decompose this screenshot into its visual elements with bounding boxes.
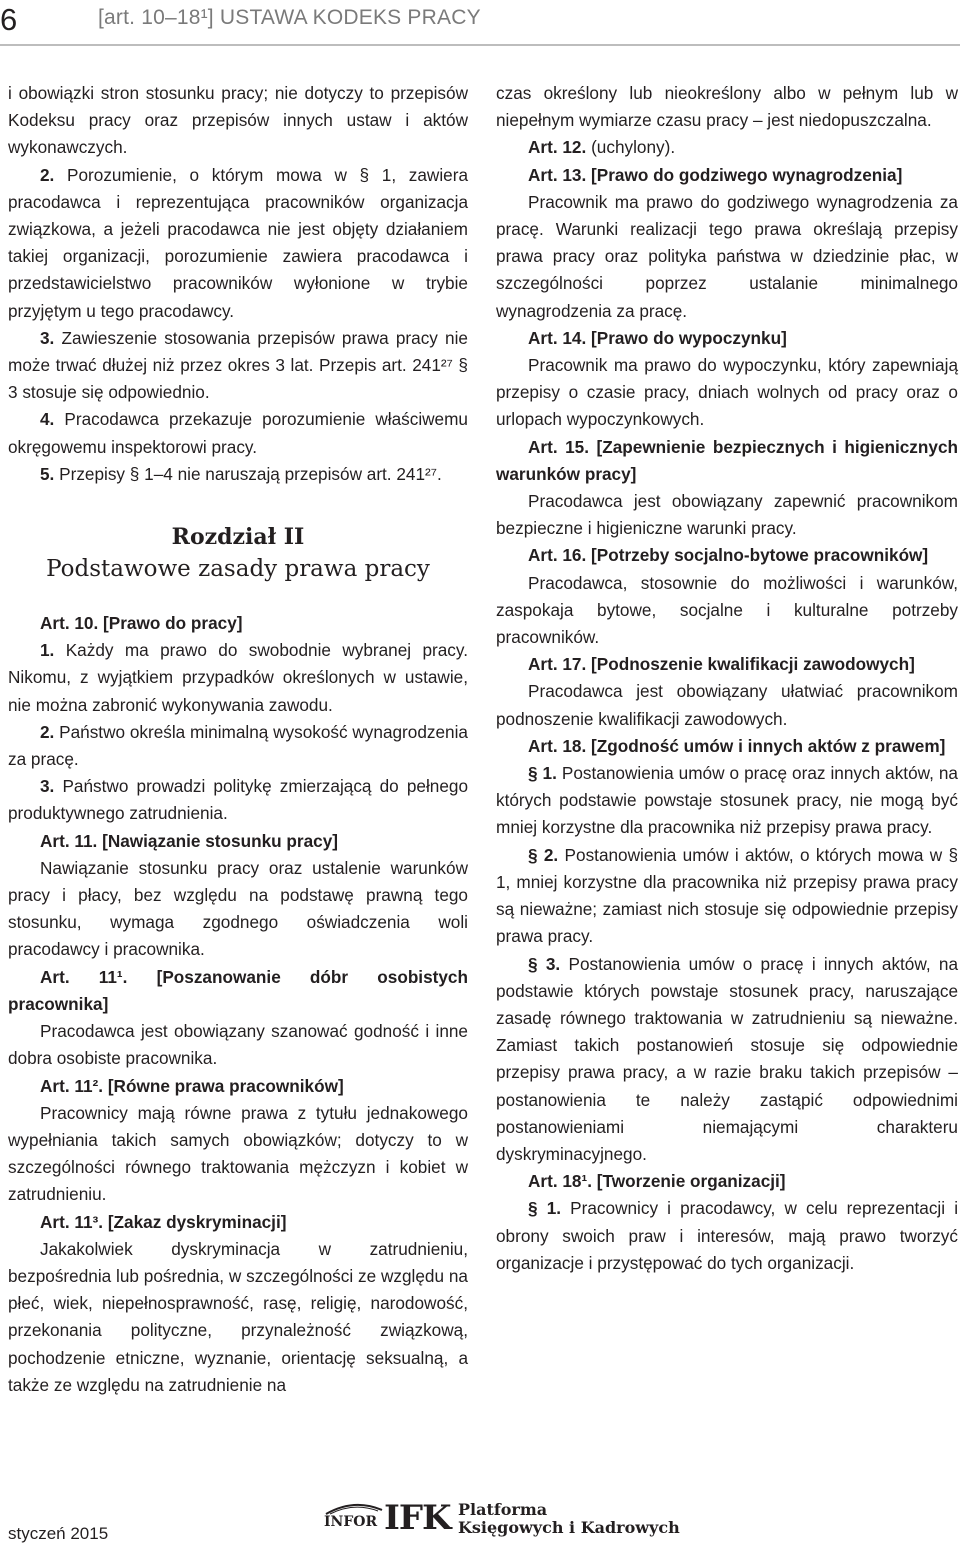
paragraph: Jakakolwiek dyskryminacja w zatrudnieniu, bezpośrednia lub pośrednia, w szczególności ze względu na płeć, wiek, niepełnosprawność, rasę, religię, narodowość, przekonania polityczne, przynależność związkową, pochodzenie etniczne, wyznanie, orientację seksualną, a także ze względu na zatrudnienie na (8, 1238, 468, 1395)
page-header (0, 0, 960, 44)
item-text: Postanowienia umów o pracę i innych aktów, na podstawie których powstaje stosunek pracy, naruszające zasadę równego traktowania w zatrudnieniu są nieważne. Zamiast takich postanowień stosuje się odpowiednie przepisy prawa pracy, a w razie braku takich przepisów – postanowienia te należy zastąpić odpowiednimi postanowieniami niemającymi charakteru dyskryminacyjnego. (496, 953, 959, 1164)
article-heading (496, 651, 958, 678)
item-text: Pracownicy i pracodawcy, w celu reprezentacji i obrony swoich praw i interesów, mają prawo tworzyć organizacje i przystępować do tych organizacji. (496, 1198, 959, 1273)
paragraph-section (8, 461, 468, 488)
item-number: § 1. (528, 763, 557, 784)
item-text: Pracodawca przekazuje porozumienie właściwemu okręgowemu inspektorowi pracy. (8, 409, 468, 457)
article-heading (496, 733, 958, 760)
page-footer (0, 1490, 960, 1546)
logo-line-2: Księgowych i Kadrowych (458, 1518, 680, 1537)
item-text: Zawieszenie stosowania przepisów prawa pracy nie może trwać dłużej niż przez okres 3 lat. Przepis art. 241²⁷ § 3 stosuje się odpowiednio. (8, 327, 468, 403)
article-title: Art. 16. [Potrzeby socjalno-bytowe pracowników] (528, 545, 929, 566)
article-heading (496, 1168, 958, 1195)
article-title: Art. 10. [Prawo do pracy] (40, 613, 243, 634)
right-column (496, 80, 958, 1277)
logo-infor: INFOR (324, 1514, 378, 1530)
article-heading (496, 162, 958, 189)
chapter-heading (8, 522, 468, 586)
article-note: (uchylony). (591, 137, 676, 158)
article-title: Art. 18. [Zgodność umów i innych aktów z prawem] (528, 735, 946, 756)
paragraph: czas określony lub nieokreślony albo w pełnym lub w niepełnym wymiarze czasu pracy – jest niedopuszczalna. (496, 83, 958, 131)
footer-date: styczeń 2015 (8, 1524, 109, 1543)
paragraph: Nawiązanie stosunku pracy oraz ustalenie warunków pracy i płacy, bez względu na podstawę prawną tego stosunku, wymaga zgodnego oświadczenia woli pracodawcy i pracownika. (8, 857, 468, 960)
item-number: 2. (40, 164, 55, 185)
item-number: 4. (40, 409, 55, 430)
item-number: 1. (40, 640, 55, 661)
paragraph: Pracownik ma prawo do godziwego wynagrodzenia za pracę. Warunki realizacji tego prawa określają przepisy prawa pracy oraz polityka państwa w dziedzinie płac, w szczególności poprzez ustalanie minimalnego wynagrodzenia za pracę. (496, 191, 958, 321)
numbered-item (496, 1195, 958, 1277)
article-title: Art. 11². [Równe prawa pracowników] (40, 1075, 344, 1096)
article-title: Art. 11³. [Zakaz dyskryminacji] (40, 1211, 287, 1232)
chapter-title: Rozdział II (171, 524, 305, 551)
article-title: Art. 17. [Podnoszenie kwalifikacji zawodowych] (528, 654, 915, 675)
numbered-item (496, 951, 958, 1169)
article-heading (496, 325, 958, 352)
item-text: Porozumienie, o którym mowa w § 1, zawiera pracodawca i reprezentująca pracowników organizacja związkowa, a jeżeli pracodawca nie jest objęty działaniem takiej organizacji, porozumienie zawiera pracodawca i przedstawicielstwo pracowników wyłonione w trybie przyjętym u tego pracodawcy. (8, 164, 468, 321)
article-title: Art. 11¹. [Poszanowanie dóbr osobistych pracownika] (8, 966, 468, 1014)
article-heading (496, 134, 958, 161)
item-text: Każdy ma prawo do swobodnie wybranej pracy. Nikomu, z wyjątkiem przypadków określonych w ustawie, nie można zabronić wykonywania zawodu. (8, 640, 468, 715)
header-rule (0, 44, 960, 46)
item-number: 3. (40, 327, 55, 348)
paragraph-section (8, 162, 468, 325)
numbered-item (8, 773, 468, 827)
article-title: Art. 12. (528, 137, 587, 158)
paragraph: Pracownicy mają równe prawa z tytułu jednakowego wypełniania takich samych obowiązków; dotyczy to w szczególności równego traktowania mężczyzn i kobiet w zatrudnieniu. (8, 1102, 468, 1205)
article-title: Art. 18¹. [Tworzenie organizacji] (528, 1171, 786, 1192)
numbered-item (8, 637, 468, 719)
article-heading (8, 1073, 468, 1100)
paragraph: Pracownik ma prawo do wypoczynku, który zapewniają przepisy o czasie pracy, dniach wolnych od pracy oraz o urlopach wypoczynkowych. (496, 355, 958, 430)
numbered-item (496, 760, 958, 842)
article-heading (496, 542, 958, 569)
article-title: Art. 15. [Zapewnienie bezpiecznych i higienicznych warunków pracy] (496, 436, 958, 484)
item-text: Przepisy § 1–4 nie naruszają przepisów art. 241²⁷. (59, 463, 442, 484)
paragraph: Pracodawca jest obowiązany szanować godność i inne dobra osobiste pracownika. (8, 1021, 468, 1069)
article-heading (8, 1209, 468, 1236)
paragraph: Pracodawca, stosownie do możliwości i warunków, zaspokaja bytowe, socjalne i kulturalne potrzeby pracowników. (496, 572, 958, 648)
paragraph: Pracodawca jest obowiązany ułatwiać pracownikom podnoszenie kwalifikacji zawodowych. (496, 681, 958, 729)
paragraph-section (8, 325, 468, 407)
item-number: § 1. (528, 1198, 562, 1219)
article-heading (8, 828, 468, 855)
paragraph-section (8, 406, 468, 460)
paragraph: i obowiązki stron stosunku pracy; nie dotyczy to przepisów Kodeksu pracy oraz przepisów innych ustaw i aktów wykonawczych. (8, 83, 468, 158)
running-head: [art. 10–18¹] USTAWA KODEKS PRACY (98, 6, 481, 29)
article-heading (8, 610, 468, 637)
article-heading (8, 964, 468, 1018)
item-number: 3. (40, 776, 55, 797)
left-column (8, 80, 468, 1399)
numbered-item (8, 719, 468, 773)
logo-ifk: IFK (384, 1498, 451, 1538)
chapter-subtitle: Podstawowe zasady prawa pracy (46, 556, 430, 583)
logo-line-1: Platforma (458, 1500, 548, 1519)
item-text: Postanowienia umów i aktów, o których mowa w § 1, mniej korzystne dla pracownika niż przepisy prawa pracy są nieważne; zamiast nich stosuje się odpowiednie przepisy prawa pracy. (496, 844, 959, 947)
item-number: § 2. (528, 844, 559, 865)
numbered-item (496, 842, 958, 951)
item-number: 2. (40, 721, 55, 742)
article-title: Art. 13. [Prawo do godziwego wynagrodzenia] (528, 164, 903, 185)
article-title: Art. 14. [Prawo do wypoczynku] (528, 327, 787, 348)
article-heading (496, 434, 958, 488)
item-number: 5. (40, 463, 55, 484)
item-text: Państwo prowadzi politykę zmierzającą do pełnego produktywnego zatrudnienia. (8, 776, 469, 824)
page-number: 6 (0, 2, 18, 37)
item-number: § 3. (528, 953, 561, 974)
paragraph: Pracodawca jest obowiązany zapewnić pracownikom bezpieczne i higieniczne warunki pracy. (496, 491, 958, 539)
item-text: Państwo określa minimalną wysokość wynagrodzenia za pracę. (8, 721, 468, 770)
article-title: Art. 11. [Nawiązanie stosunku pracy] (40, 830, 339, 851)
item-text: Postanowienia umów o pracę oraz innych aktów, na których podstawie powstaje stosunek pracy, nie mogą być mniej korzystne dla pracownika niż przepisy prawa pracy. (496, 763, 958, 838)
